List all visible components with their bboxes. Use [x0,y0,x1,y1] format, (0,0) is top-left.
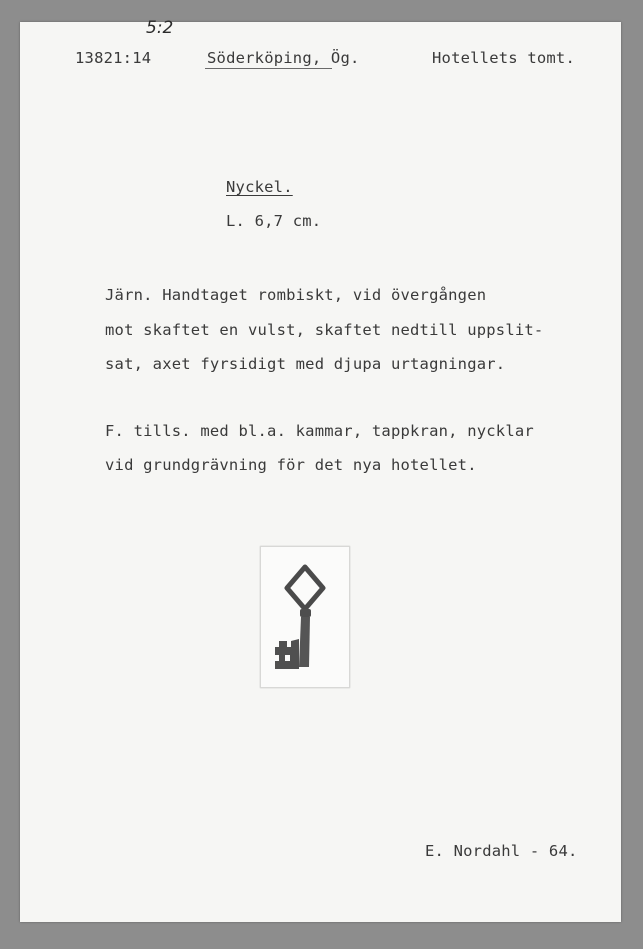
key-shaft-shape [299,617,310,667]
signature: E. Nordahl - 64. [425,842,578,860]
description-line-2: mot skaftet en vulst, skaftet nedtill uppslit- [105,321,544,339]
description-line-3: sat, axet fyrsidigt med djupa urtagningar. [105,355,506,373]
site-name: Hotellets tomt. [432,49,575,67]
place-name: Söderköping, Ög. [207,49,360,67]
find-line-1: F. tills. med bl.a. kammar, tappkran, nycklar [105,422,534,440]
place-underline [205,68,332,69]
key-handle-shape [287,567,323,609]
object-name: Nyckel. [226,178,293,196]
inventory-number: 13821:14 [75,49,152,67]
description-line-1: Järn. Handtaget rombiskt, vid övergången [105,286,487,304]
key-image [261,547,349,687]
key-bit-shape [275,639,299,669]
measurement: L. 6,7 cm. [226,212,322,230]
find-line-2: vid grundgrävning för det nya hotellet. [105,456,477,474]
catalog-card [20,18,621,922]
handwritten-mark: 5:2 [146,18,174,38]
key-collar-shape [300,609,311,617]
key-photo [260,546,350,688]
